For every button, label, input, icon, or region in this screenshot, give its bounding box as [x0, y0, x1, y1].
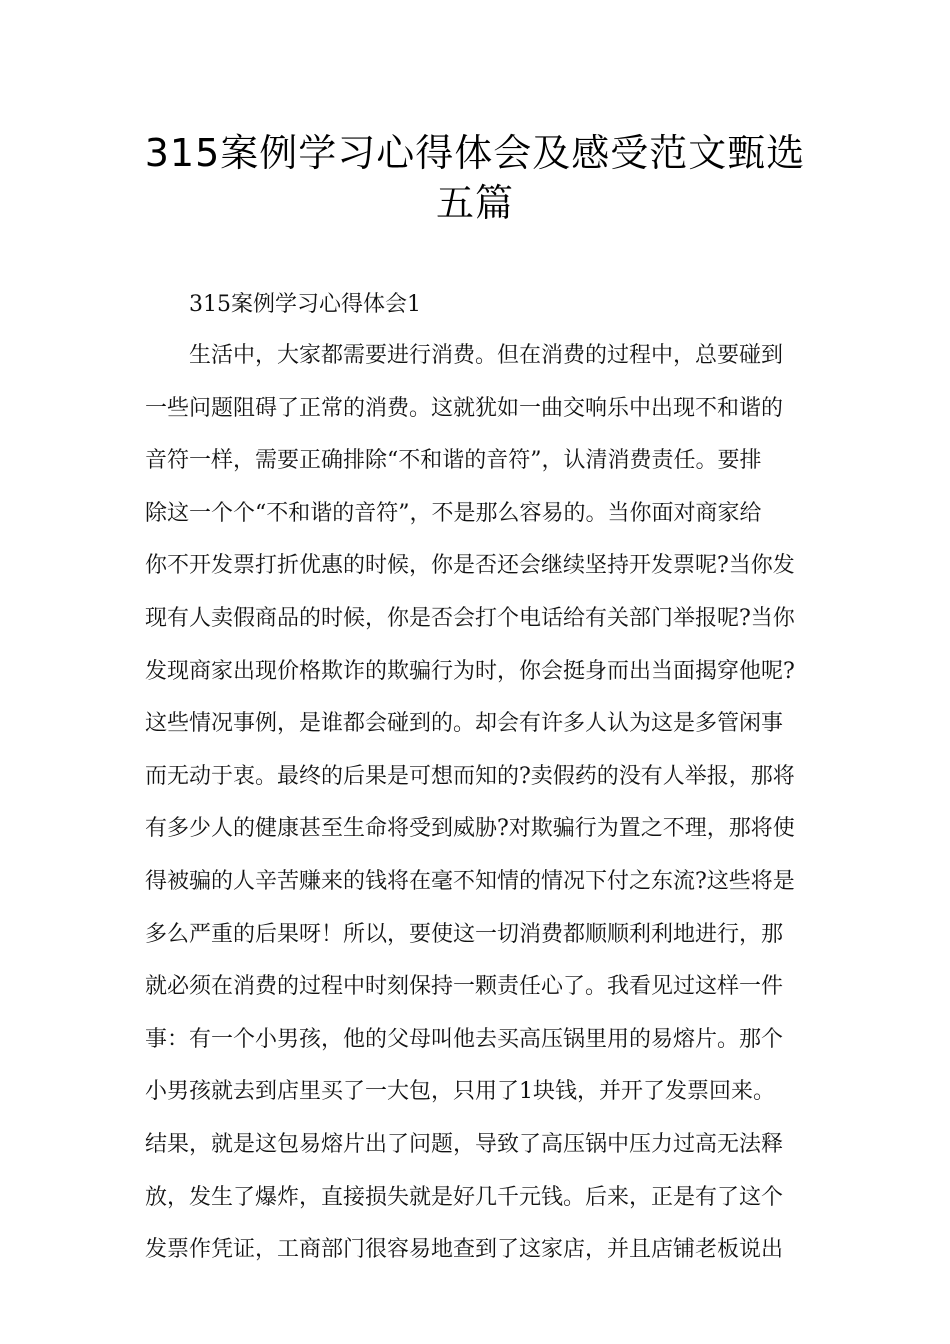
paragraph-line: 生活中，大家都需要进行消费。但在消费的过程中，总要碰到: [189, 343, 784, 368]
paragraph-line: 得被骗的人辛苦赚来的钱将在毫不知情的情况下付之东流?这些将是: [145, 868, 795, 894]
paragraph-line: 而无动于衷。最终的后果是可想而知的?卖假药的没有人举报，那将: [145, 763, 795, 789]
paragraph-line: 你不开发票打折优惠的时候，你是否还会继续坚持开发票呢?当你发: [145, 553, 795, 579]
paragraph-line: 发现商家出现价格欺诈的欺骗行为时，你会挺身而出当面揭穿他呢?: [145, 658, 795, 684]
paragraph-line: 这些情况事例，是谁都会碰到的。却会有许多人认为这是多管闲事: [145, 711, 784, 737]
paragraph-line: 现有人卖假商品的时候，你是否会打个电话给有关部门举报呢?当你: [145, 605, 795, 631]
paragraph-line: 就必须在消费的过程中时刻保持一颗责任心了。我看见过这样一件: [145, 974, 784, 1000]
paragraph-line: 一些问题阻碍了正常的消费。这就犹如一曲交响乐中出现不和谐的: [145, 395, 784, 421]
document-body: [145, 285, 807, 1283]
paragraph-line: 发票作凭证，工商部门很容易地查到了这家店，并且店铺老板说出: [145, 1237, 784, 1263]
paragraph-line: 放，发生了爆炸，直接损失就是好几千元钱。后来，正是有了这个: [145, 1184, 784, 1210]
paragraph-line: 有多少人的健康甚至生命将受到威胁?对欺骗行为置之不理，那将使: [145, 816, 795, 842]
section-heading: 315案例学习心得体会1: [189, 292, 421, 317]
title-line-1: 315案例学习心得体会及感受范文甄选: [144, 131, 806, 175]
paragraph-line: 多么严重的后果呀！所以，要使这一切消费都顺顺利利地进行，那: [145, 921, 784, 947]
title-line-2: 五篇: [435, 181, 514, 225]
paragraph-line: 除这一个个“不和谐的音符”，不是那么容易的。当你面对商家给: [145, 500, 762, 526]
paragraph-line: 结果，就是这包易熔片出了问题，导致了高压锅中压力过高无法释: [145, 1131, 784, 1157]
paragraph-line: 音符一样，需要正确排除“不和谐的音符”，认清消费责任。要排: [145, 448, 762, 474]
document-title: [120, 128, 830, 228]
paragraph-line: 事：有一个小男孩，他的父母叫他去买高压锅里用的易熔片。那个: [145, 1026, 784, 1052]
paragraph-line: 小男孩就去到店里买了一大包，只用了1块钱，并开了发票回来。: [145, 1079, 775, 1105]
